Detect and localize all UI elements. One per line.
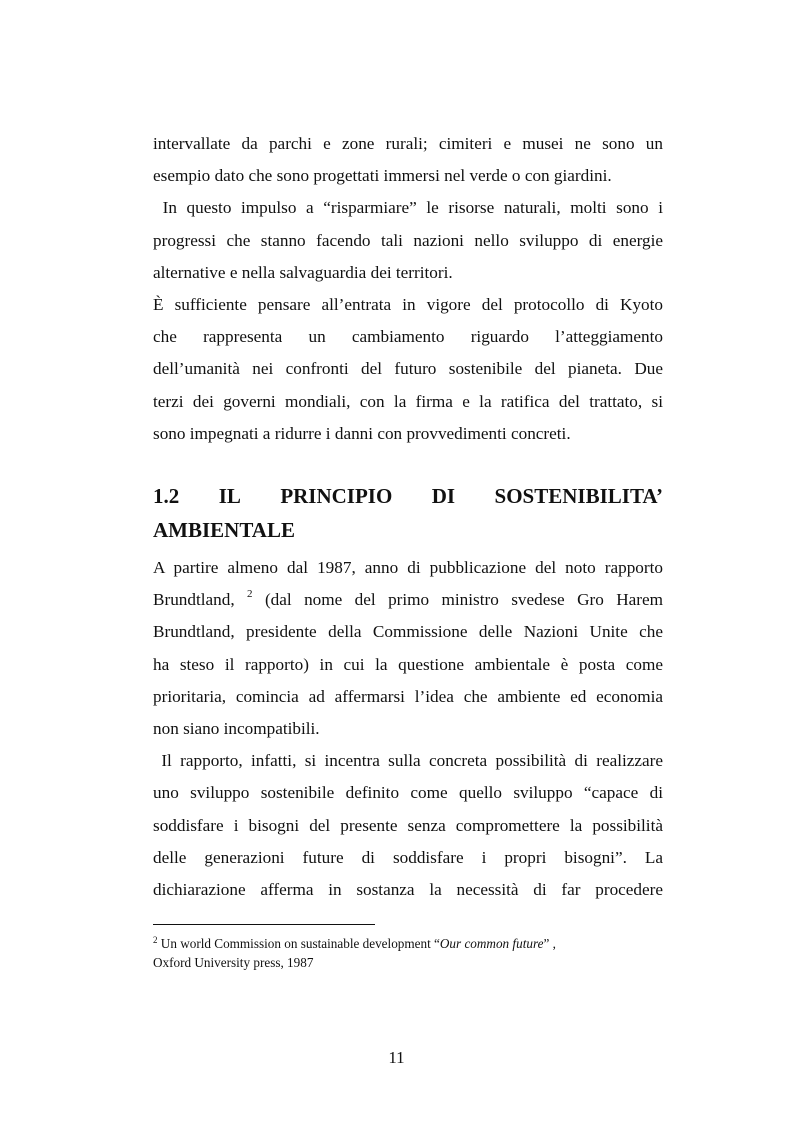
heading-line-2: AMBIENTALE <box>153 518 295 542</box>
heading-number: 1.2 <box>153 484 180 508</box>
text-fragment: (dal nome del primo ministro svedese Gro Harem <box>264 590 663 610</box>
heading-word: IL <box>218 484 241 508</box>
text-line: A partire almeno dal 1987, anno di pubblicazione del noto rapporto <box>153 558 663 577</box>
heading-word: PRINCIPIO <box>280 484 393 508</box>
text-line: Il rapporto, infatti, si incentra sulla concreta possibilità di realizzare <box>153 751 663 771</box>
text-line: esempio dato che sono progettati immersi nel verde o con giardini. <box>153 166 612 186</box>
text-line: alternative e nella salvaguardia dei territori. <box>153 262 453 282</box>
text-line: Brundtland, presidente della Commissione delle Nazioni Unite che <box>153 622 663 642</box>
footnote-reference[interactable]: 2 <box>247 588 253 601</box>
text-line: delle generazioni future di soddisfare i propri bisogni”. La <box>153 847 663 867</box>
heading-line-1 <box>153 479 663 513</box>
footnote-text: Un world Commission on sustainable development “ <box>160 936 440 951</box>
text-line: È sufficiente pensare all’entrata in vigore del protocollo di Kyoto <box>153 295 663 315</box>
text-line: intervallate da parchi e zone rurali; cimiteri e musei ne sono un <box>153 134 663 153</box>
page-number: 11 <box>388 1048 405 1067</box>
bottom-text-block <box>153 552 663 906</box>
text-line: non siano incompatibili. <box>153 719 320 739</box>
text-line: terzi dei governi mondiali, con la firma e la ratifica del trattato, si <box>153 391 663 411</box>
text-line: progressi che stanno facendo tali nazioni nello sviluppo di energie <box>153 230 663 250</box>
text-line: dell’umanità nei confronti del futuro sostenibile del pianeta. Due <box>153 359 663 379</box>
text-line: prioritaria, comincia ad affermarsi l’idea che ambiente ed economia <box>153 686 663 706</box>
heading-word: SOSTENIBILITA’ <box>494 484 663 508</box>
text-line: In questo impulso a “risparmiare” le risorse naturali, molti sono i <box>153 198 663 218</box>
text-line: soddisfare i bisogni del presente senza compromettere la possibilità <box>153 815 663 835</box>
footnote-divider <box>153 924 375 925</box>
footnote <box>153 934 673 972</box>
text-line: che rappresenta un cambiamento riguardo l’atteggiamento <box>153 327 663 347</box>
heading-word: DI <box>431 484 456 508</box>
text-line: ha steso il rapporto) in cui la questione ambientale è posta come <box>153 654 663 674</box>
footnote-title: Our common future <box>439 936 544 951</box>
footnote-marker: 2 <box>153 935 158 945</box>
text-line: sono impegnati a ridurre i danni con provvedimenti concreti. <box>153 423 571 443</box>
text-line: uno sviluppo sostenibile definito come quello sviluppo “capace di <box>153 783 663 803</box>
footnote-text: ” , <box>543 936 556 951</box>
footnote-line-1 <box>153 934 673 953</box>
top-text-block <box>153 128 663 450</box>
text-line-with-footnote <box>153 584 663 616</box>
section-heading <box>153 479 663 547</box>
text-fragment: Brundtland, <box>153 590 235 610</box>
text-line: dichiarazione afferma in sostanza la necessità di far procedere <box>153 880 663 900</box>
footnote-line-2: Oxford University press, 1987 <box>153 955 314 970</box>
